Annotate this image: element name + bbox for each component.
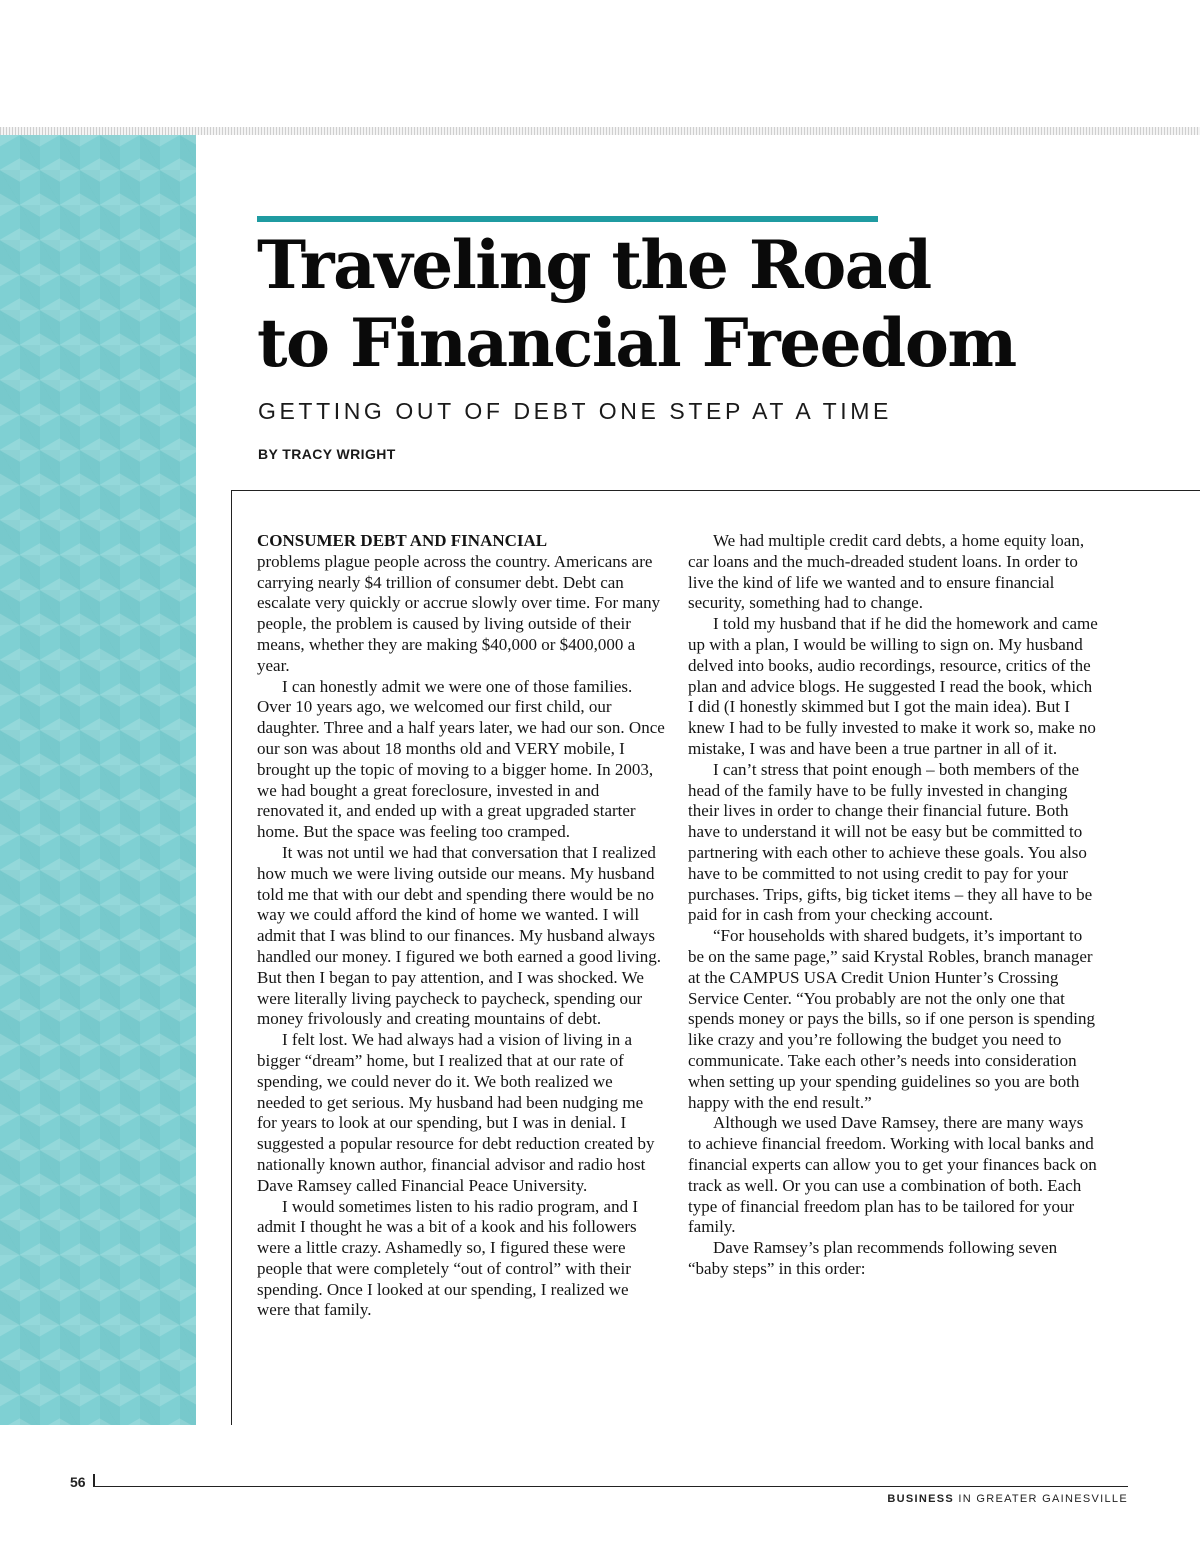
paragraph: Although we used Dave Ramsey, there are many ways to achieve financial freedom. Working with local banks and financial experts can allow you to get your finances back on track as well. Or you can use a combination of both. Each type of financial freedom plan has to be tailored for your family. <box>688 1113 1097 1237</box>
frame-rule-top <box>231 490 1200 491</box>
title-accent-bar <box>257 216 878 222</box>
publication-name-bold: BUSINESS <box>887 1493 955 1505</box>
body-column-2 <box>688 531 1098 1431</box>
paragraph: Dave Ramsey’s plan recommends following seven “baby steps” in this order: <box>688 1238 1058 1278</box>
title-line-2: to Financial Freedom <box>257 304 1016 382</box>
frame-rule-left <box>231 490 232 1425</box>
publication-name <box>887 1493 1128 1505</box>
paragraph <box>257 531 665 677</box>
paragraph: We had multiple credit card debts, a home equity loan, car loans and the much-dreaded student loans. In order to live the kind of life we wanted and to ensure financial security, something had to change. <box>688 531 1085 613</box>
paragraph: I told my husband that if he did the homework and came up with a plan, I would be willing to sign on. My husband delved into books, audio recordings, resource, critics of the plan and advice blogs. He suggested I read the book, which I did (I honestly skimmed but I got the main idea). But I knew I had to be fully invested to make it work so, make no mistake, I was and have been a true partner in all of it. <box>688 614 1098 758</box>
title-line-1: Traveling the Road <box>257 226 931 304</box>
paragraph: I can honestly admit we were one of those families. Over 10 years ago, we welcomed our first child, our daughter. Three and a half years later, we had our son. Once our son was about 18 months old and VERY mobile, I brought up the topic of moving to a bigger home. In 2003, we had bought a great foreclosure, invested in and renovated it, and ended up with a great upgraded starter home. But the space was feeling too cramped. <box>257 676 665 842</box>
paragraph-text: problems plague people across the country. Americans are carrying nearly $4 trillion of consumer debt. Debt can escalate very quickly or accrue slowly over time. For many people, the problem is caused by living outside of their means, whether they are making $40,000 or $400,000 a year. <box>257 551 661 675</box>
body-column-1 <box>257 531 665 1431</box>
article-title <box>257 226 1017 382</box>
article-subtitle: GETTING OUT OF DEBT ONE STEP AT A TIME <box>258 398 892 424</box>
publication-name-rest: IN GREATER GAINESVILLE <box>954 1493 1128 1505</box>
lead-in: CONSUMER DEBT AND FINANCIAL <box>257 531 548 550</box>
paragraph: “For households with shared budgets, it’s important to be on the same page,” said Krystal Robles, branch manager at the CAMPUS USA Credit Union Hunter’s Crossing Service Center. “You probably are not the only one that spends money or pays the bills, so if one person is spending like crazy and you’re following the budget you need to communicate. Take each other’s needs into consideration when setting up your spending guidelines so you are both happy with the end result.” <box>688 926 1096 1112</box>
byline: BY TRACY WRIGHT <box>258 446 396 462</box>
decorative-sidebar-pattern <box>0 135 196 1425</box>
paragraph: I can’t stress that point enough – both members of the head of the family have to be fully invested in changing their lives in order to change their financial future. Both have to understand it will not be easy but be committed to partnering with each other to achieve these goals. You also have to be committed to not using credit to pay for your purchases. Trips, gifts, big ticket items – they all have to be paid for in cash from your checking account. <box>688 759 1093 925</box>
paragraph: It was not until we had that conversation that I realized how much we were living outside our means. My husband told me that with our debt and spending there would be no way we could afford the kind of home we wanted. I will admit that I was blind to our finances. My husband always handled our money. I figured we both earned a good living. But then I began to pay attention, and I was shocked. We were literally living paycheck to paycheck, spending our money frivolously and creating mountains of debt. <box>257 842 661 1029</box>
footer-rule <box>93 1486 1128 1487</box>
paragraph: I felt lost. We had always had a vision of living in a bigger “dream” home, but I realized that at our rate of spending, we could never do it. We both realized we needed to get serious. My husband had been nudging me for years to look at our spending, but I was in denial. I suggested a popular resource for debt reduction created by nationally known author, financial advisor and radio host Dave Ramsey called Financial Peace University. <box>257 1030 655 1195</box>
page-number: 56 <box>70 1474 86 1490</box>
header-texture-band <box>0 127 1200 135</box>
paragraph: I would sometimes listen to his radio program, and I admit I thought he was a bit of a kook and his followers were a little crazy. Ashamedly so, I figured these were people that were completely “out of control” with their spending. Once I looked at our spending, I realized we were that family. <box>257 1196 638 1320</box>
